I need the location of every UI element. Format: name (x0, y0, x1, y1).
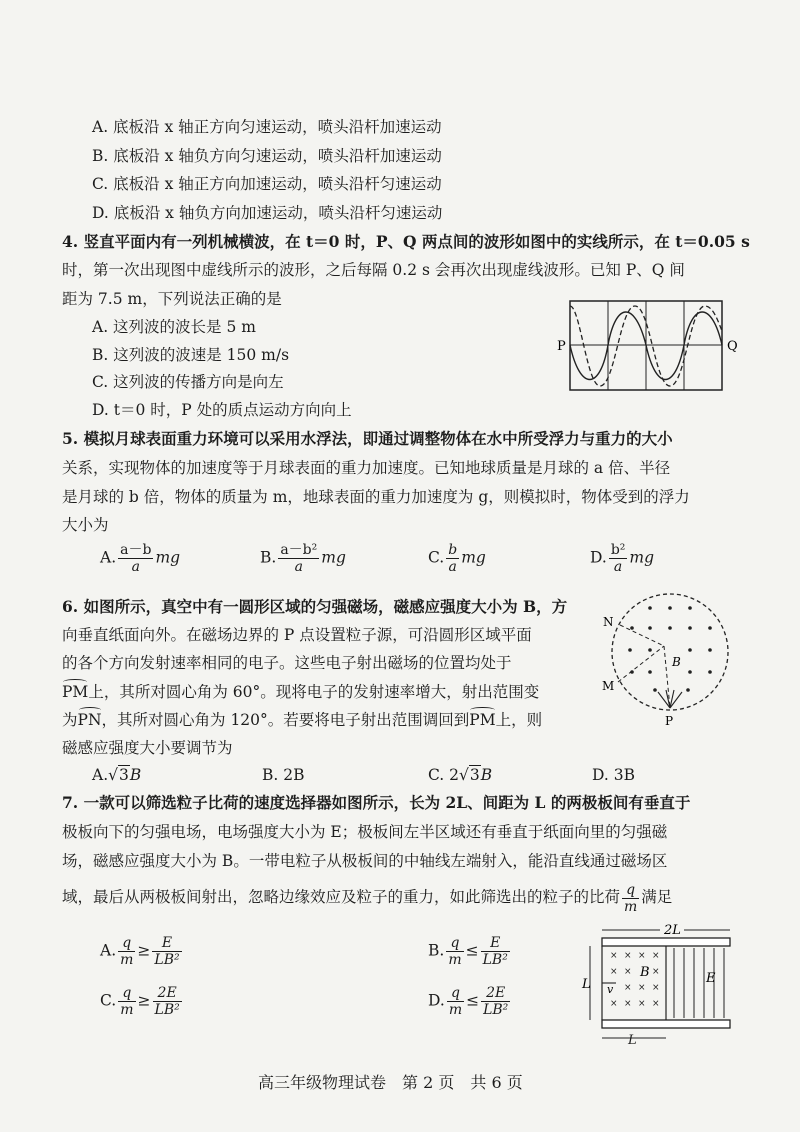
q5-line-4: 大小为 (62, 516, 109, 534)
q7-option-c: C. $\frac{q}{m}$ ≥ $\frac{2E}{\text{LB²}}$ (100, 985, 180, 1018)
field-boundary (612, 594, 728, 710)
q6-line-4: PM上，其所对圆心角为 60°。现将电子的发射速率增大，射出范围变 (62, 683, 540, 701)
top-plate (602, 938, 730, 946)
svg-text:×: × (610, 967, 618, 977)
wave-label-p: P (557, 339, 566, 354)
arc-pm-2: PM (469, 711, 496, 729)
q7-option-b: B. $\frac{q}{m}$ ≤ $\frac{E}{\text{LB²}}$ (428, 935, 508, 968)
q5-line-1: 5. 模拟月球表面重力环境可以采用水浮法，即通过调整物体在水中所受浮力与重力的大小 (62, 429, 673, 448)
q3-option-d: D. 底板沿 x 轴负方向加速运动，喷头沿杆匀速运动 (92, 204, 443, 222)
q4-line-3: 距为 7.5 m，下列说法正确的是 (62, 290, 282, 308)
q7-line-1: 7. 一款可以筛选粒子比荷的速度选择器如图所示，长为 2L、间距为 L 的两极板间有垂直于 (62, 793, 691, 812)
q4-option-b: B. 这列波的波速是 150 m/s (92, 346, 290, 364)
svg-text:×: × (638, 951, 646, 961)
fig-label-v: v (607, 983, 614, 996)
q6-option-d: D. 3B (592, 766, 635, 784)
arc-pm: PM (62, 683, 89, 701)
q7-line-2: 极板向下的匀强电场，电场强度大小为 E；极板间左半区域还有垂直于纸面向里的匀强磁 (62, 823, 668, 841)
svg-text:×: × (652, 999, 660, 1009)
q3-option-a: A. 底板沿 x 轴正方向匀速运动，喷头沿杆加速运动 (92, 118, 442, 136)
svg-text:×: × (610, 999, 618, 1009)
q5-option-c: C. $\frac{b}{a}$ mg (428, 542, 486, 575)
svg-text:×: × (610, 951, 618, 961)
electric-field-lines (674, 948, 724, 1018)
q4-line-1: 4. 竖直平面内有一列机械横波，在 t＝0 时，P、Q 两点间的波形如图中的实线所示，在 t＝0.05 s (62, 232, 750, 251)
fig-label-b: B (672, 655, 681, 669)
svg-text:×: × (624, 999, 632, 1009)
q4-option-d: D. t＝0 时，P 处的质点运动方向向上 (92, 401, 352, 419)
q6-option-b: B. 2B (262, 766, 305, 784)
svg-text:×: × (624, 951, 632, 961)
q5-line-2: 关系，实现物体的加速度等于月球表面的重力加速度。已知地球质量是月球的 a 倍、半径 (62, 459, 671, 477)
svg-text:×: × (652, 967, 660, 977)
q6-option-c: C. 2√3B (428, 766, 493, 784)
svg-text:×: × (652, 983, 660, 993)
q6-line-1: 6. 如图所示，真空中有一圆形区域的匀强磁场，磁感应强度大小为 B，方 (62, 597, 568, 616)
svg-text:×: × (624, 967, 632, 977)
q6-line-3: 的各个方向发射速率相同的电子。这些电子射出磁场的位置均处于 (62, 654, 512, 672)
q6-line-6: 磁感应强度大小要调节为 (62, 739, 233, 757)
arc-pn: PN (77, 711, 102, 729)
q3-option-c: C. 底板沿 x 轴正方向加速运动，喷头沿杆匀速运动 (92, 175, 442, 193)
q7-line-3: 场，磁感应强度大小为 B。一带电粒子从极板间的中轴线左端射入，能沿直线通过磁场区 (62, 852, 668, 870)
q7-option-a: A. $\frac{q}{m}$ ≥ $\frac{E}{\text{LB²}}$ (100, 935, 180, 968)
svg-text:×: × (638, 999, 646, 1009)
q6-line-5: 为PN，其所对圆心角为 120°。若要将电子射出范围调回到PM上，则 (62, 711, 543, 729)
svg-text:×: × (624, 983, 632, 993)
q6-option-a: A.√3B (92, 766, 142, 784)
q4-line-2: 时，第一次出现图中虚线所示的波形，之后每隔 0.2 s 会再次出现虚线波形。已知 P、Q 间 (62, 261, 685, 279)
q4-option-c: C. 这列波的传播方向是向左 (92, 373, 284, 391)
q6-line-2: 向垂直纸面向外。在磁场边界的 P 点设置粒子源，可沿圆形区域平面 (62, 626, 532, 644)
wave-label-q: Q (727, 339, 738, 354)
q5-line-3: 是月球的 b 倍，物体的质量为 m，地球表面的重力加速度为 g，则模拟时，物体受到的浮力 (62, 488, 690, 506)
q7-velocity-selector-figure (580, 920, 740, 1048)
fig-label-l-bottom: L (628, 1033, 637, 1048)
fig-label-b: B (640, 965, 650, 980)
q4-option-a: A. 这列波的波长是 5 m (92, 318, 256, 336)
q5-option-d: D. $\frac{\text{b²}}{a}$ mg (590, 542, 655, 575)
bottom-plate (602, 1020, 730, 1028)
q4-wave-figure (555, 296, 740, 396)
q3-option-b: B. 底板沿 x 轴负方向匀速运动，喷头沿杆加速运动 (92, 147, 442, 165)
field-dots (628, 606, 712, 692)
svg-text:×: × (638, 983, 646, 993)
page-footer: 高三年级物理试卷 第 2 页 共 6 页 (258, 1073, 523, 1092)
fig-label-n: N (603, 615, 614, 629)
magnetic-field-crosses (610, 951, 660, 1009)
svg-text:×: × (652, 951, 660, 961)
fig-label-p: P (665, 714, 674, 728)
fig-label-l-side: L (582, 977, 591, 992)
fig-label-e: E (706, 971, 716, 986)
q7-line-4: 域，最后从两极板间射出，忽略边缘效应及粒子的重力，如此筛选出的粒子的比荷 $\frac{q}{m}$ 满足 (62, 881, 673, 915)
q5-option-a: A. $\frac{a-b}{a}$ mg (100, 542, 181, 575)
fig-label-2l: 2L (664, 923, 681, 938)
q6-magnetic-field-figure (600, 590, 740, 730)
q7-option-d: D. $\frac{q}{m}$ ≤ $\frac{2E}{\text{LB²}}$ (428, 985, 509, 1018)
fig-label-m: M (602, 679, 615, 693)
q5-option-b: B. $\frac{\text{a－b²}}{a}$ mg (260, 542, 346, 575)
